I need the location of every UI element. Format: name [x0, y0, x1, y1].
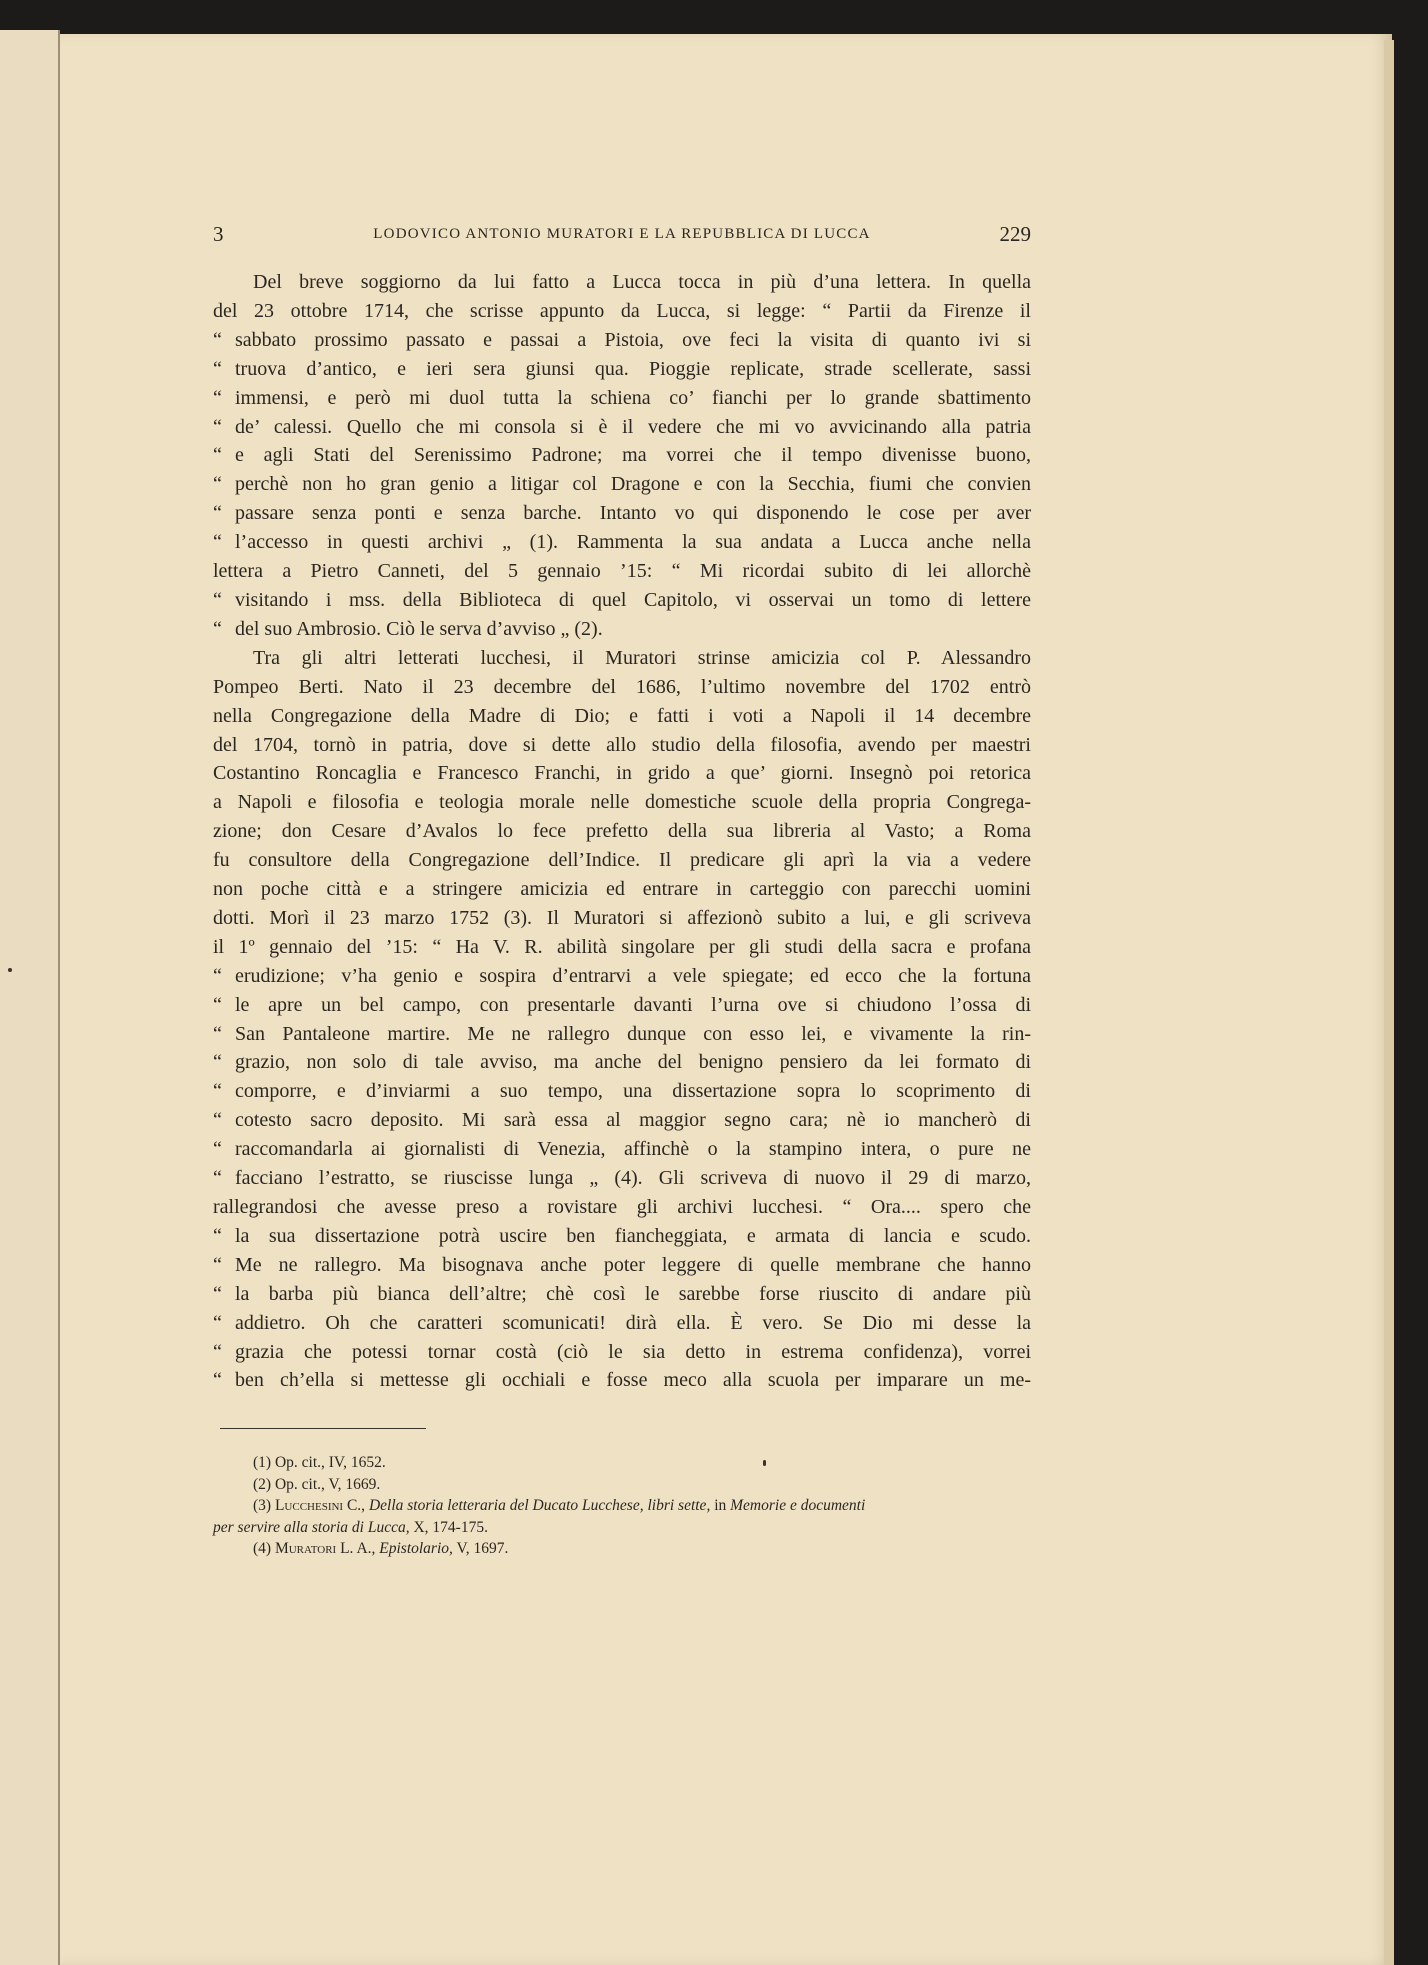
- text-line-content: nella Congregazione della Madre di Dio; e fatti i voti a Napoli il 14 decembre: [213, 704, 1031, 727]
- footnote-4-ref: V, 1697.: [456, 1540, 509, 1557]
- text-line: [213, 731, 1031, 760]
- text-line: [213, 817, 1031, 846]
- left-page-edge: [0, 30, 60, 1965]
- text-line-content: facciano l’estratto, se riuscisse lunga „ (4). Gli scriveva di nuovo il 29 di marzo,: [235, 1167, 1031, 1190]
- text-line-content: grazio, non solo di tale avviso, ma anche del benigno pensiero da lei formato di: [235, 1051, 1031, 1074]
- text-line-content: addietro. Oh che caratteri scomunicati! dirà ella. È vero. Se Dio mi desse la: [235, 1311, 1031, 1334]
- text-line-content: passare senza ponti e senza barche. Intanto vo qui disponendo le cose per aver: [235, 502, 1031, 525]
- quote-mark: “: [213, 328, 222, 351]
- text-line-content: comporre, e d’inviarmi a suo tempo, una dissertazione sopra lo scoprimento di: [235, 1080, 1031, 1103]
- running-header: [213, 222, 1031, 252]
- quote-mark: “: [213, 1340, 222, 1363]
- quote-mark: “: [213, 386, 222, 409]
- running-title: LODOVICO ANTONIO MURATORI E LA REPUBBLICA DI LUCCA: [373, 226, 871, 242]
- text-line: [213, 644, 1031, 673]
- text-line: [213, 846, 1031, 875]
- footnote-4-author: Muratori L. A.,: [274, 1540, 376, 1557]
- ink-speck: [763, 1460, 766, 1466]
- quote-mark: “: [213, 1022, 222, 1045]
- text-line: [213, 962, 1031, 991]
- text-line: [213, 1077, 1031, 1106]
- text-line: [213, 875, 1031, 904]
- text-line: [213, 1251, 1031, 1280]
- text-line-content: Tra gli altri letterati lucchesi, il Muratori strinse amicizia col P. Alessandro: [253, 646, 1031, 669]
- quote-mark: “: [213, 357, 222, 380]
- footnote-rule: [220, 1428, 426, 1429]
- text-line-content: Me ne rallegro. Ma bisognava anche poter leggere di quelle membrane che hanno: [235, 1253, 1031, 1276]
- quote-mark: “: [213, 531, 222, 554]
- quote-mark: “: [213, 473, 222, 496]
- text-line: [213, 904, 1031, 933]
- text-line: [213, 759, 1031, 788]
- text-line-content: cotesto sacro deposito. Mi sarà essa al maggior segno cara; nè io mancherò di: [235, 1109, 1031, 1132]
- footnote-3-series-cont: per servire alla storia di Lucca,: [213, 1518, 410, 1536]
- text-line-content: ben ch’ella si mettesse gli occhiali e fosse meco alla scuola per imparare un me-: [235, 1369, 1031, 1392]
- footnote-4-title: Epistolario,: [379, 1540, 453, 1557]
- text-line-content: grazia che potessi tornar costà (ciò le sia detto in estrema confidenza), vorrei: [235, 1340, 1031, 1363]
- quote-mark: “: [213, 502, 222, 525]
- text-line: [213, 297, 1031, 326]
- footnote-3-number: (3): [253, 1497, 272, 1514]
- text-line-content: truova d’antico, e ieri sera giunsi qua. Pioggie replicate, strade scellerate, sassi: [235, 357, 1031, 380]
- text-line: [213, 384, 1031, 413]
- text-line-content: visitando i mss. della Biblioteca di quel Capitolo, vi osservai un tomo di lettere: [235, 588, 1031, 611]
- text-line-content: San Pantaleone martire. Me ne rallegro dunque con esso lei, e vivamente la rin-: [235, 1022, 1031, 1045]
- quote-mark: “: [213, 617, 222, 640]
- text-line: [213, 1106, 1031, 1135]
- text-line-content: Del breve soggiorno da lui fatto a Lucca tocca in più d’una lettera. In quella: [253, 271, 1031, 293]
- footnote-4-number: (4): [253, 1540, 272, 1557]
- footnote-3-ref: X, 174-175.: [413, 1518, 488, 1536]
- text-line: [213, 1309, 1031, 1338]
- text-line: [213, 413, 1031, 442]
- quote-mark: “: [213, 1253, 222, 1276]
- text-line-content: Pompeo Berti. Nato il 23 decembre del 1686, l’ultimo novembre del 1702 entrò: [213, 675, 1031, 698]
- footnote-3: [213, 1495, 1051, 1517]
- text-line: [213, 470, 1031, 499]
- quote-mark: “: [213, 1051, 222, 1074]
- text-line-content: erudizione; v’ha genio e sospira d’entrarvi a vele spiegate; ed ecco che la fortuna: [235, 964, 1031, 987]
- text-line: [213, 441, 1031, 470]
- footnotes: [213, 1452, 1051, 1560]
- quote-mark: “: [213, 588, 222, 611]
- quote-mark: “: [213, 1080, 222, 1103]
- text-line-content: fu consultore della Congregazione dell’Indice. Il predicare gli aprì la via a vedere: [213, 849, 1031, 872]
- text-line-content: dotti. Morì il 23 marzo 1752 (3). Il Muratori si affezionò subito a lui, e gli scriveva: [213, 906, 1031, 929]
- text-line: [213, 1193, 1031, 1222]
- text-line: [213, 268, 1031, 297]
- text-line: [213, 326, 1031, 355]
- text-line: [213, 528, 1031, 557]
- text-line: [213, 1048, 1031, 1077]
- text-line: [213, 788, 1031, 817]
- text-line: [213, 615, 1031, 644]
- text-line: [213, 991, 1031, 1020]
- text-line-content: immensi, e però mi duol tutta la schiena co’ fianchi per lo grande sbattimento: [235, 386, 1031, 409]
- section-number: 3: [213, 222, 224, 246]
- text-line-content: e agli Stati del Serenissimo Padrone; ma vorrei che il tempo divenisse buono,: [235, 444, 1031, 467]
- footnote-3-series: Memorie e documenti: [730, 1497, 866, 1514]
- text-line-content: la barba più bianca dell’altre; chè così le sarebbe forse riuscito di andare più: [235, 1282, 1031, 1305]
- text-line: [213, 499, 1031, 528]
- page-fore-edge: [1384, 40, 1394, 1965]
- text-line: [213, 586, 1031, 615]
- text-line: [213, 1280, 1031, 1309]
- quote-mark: “: [213, 1109, 222, 1132]
- text-line-content: del suo Ambrosio. Ciò le serva d’avviso „ (2).: [235, 617, 603, 640]
- quote-mark: “: [213, 444, 222, 467]
- footnote-1: (1) Op. cit., IV, 1652.: [253, 1454, 386, 1471]
- text-line: [213, 557, 1031, 586]
- footnote-3-title: Della storia letteraria del Ducato Lucchese, libri sette,: [368, 1497, 711, 1514]
- text-line-content: l’accesso in questi archivi „ (1). Rammenta la sua andata a Lucca anche nella: [235, 531, 1031, 554]
- text-line-content: la sua dissertazione potrà uscire ben fiancheggiata, e armata di lancia e scudo.: [235, 1224, 1031, 1247]
- quote-mark: “: [213, 1311, 222, 1334]
- text-line-content: zione; don Cesare d’Avalos lo fece prefetto della sua libreria al Vasto; a Roma: [213, 820, 1031, 843]
- quote-mark: “: [213, 1167, 222, 1190]
- quote-mark: “: [213, 1369, 222, 1392]
- footnote-2: (2) Op. cit., V, 1669.: [253, 1475, 381, 1493]
- footnote-4: [213, 1538, 1051, 1560]
- quote-mark: “: [213, 1138, 222, 1161]
- text-line: [213, 673, 1031, 702]
- quote-mark: “: [213, 415, 222, 438]
- text-line: [213, 1020, 1031, 1049]
- text-line-content: raccomandarla ai giornalisti di Venezia, affinchè o la stampino intera, o pure ne: [235, 1138, 1031, 1161]
- quote-mark: “: [213, 993, 222, 1016]
- text-line-content: le apre un bel campo, con presentarle davanti l’urna ove si chiudono l’ossa di: [235, 993, 1031, 1016]
- text-line: [213, 702, 1031, 731]
- footnote-3-continuation: [213, 1517, 1051, 1539]
- text-line: [213, 1366, 1031, 1395]
- text-line-content: il 1º gennaio del ’15: “ Ha V. R. abilità singolare per gli studi della sacra e profana: [213, 935, 1031, 958]
- text-line-content: perchè non ho gran genio a litigar col Dragone e con la Secchia, fiumi che convien: [235, 473, 1031, 496]
- text-line: [213, 1164, 1031, 1193]
- text-line: [213, 1338, 1031, 1367]
- text-line-content: non poche città e a stringere amicizia ed entrare in carteggio con parecchi uomini: [213, 878, 1031, 901]
- text-line: [213, 355, 1031, 384]
- ink-speck: [8, 968, 12, 972]
- text-line-content: rallegrandosi che avesse preso a rovistare gli archivi lucchesi. “ Ora.... spero che: [213, 1196, 1031, 1218]
- page-number: 229: [999, 222, 1031, 246]
- text-line-content: Costantino Roncaglia e Francesco Franchi, in grido a que’ giorni. Insegnò poi retorica: [213, 762, 1031, 785]
- quote-mark: “: [213, 964, 222, 987]
- text-line-content: sabbato prossimo passato e passai a Pistoia, ove feci la visita di quanto ivi si: [235, 328, 1031, 351]
- footnote-3-in: in: [714, 1497, 727, 1514]
- text-line-content: del 1704, tornò in patria, dove si dette allo studio della filosofia, avendo per maestri: [213, 733, 1031, 756]
- quote-mark: “: [213, 1224, 222, 1247]
- text-line: [213, 1135, 1031, 1164]
- text-line-content: lettera a Pietro Canneti, del 5 gennaio ’15: “ Mi ricordai subito di lei allorchè: [213, 560, 1031, 583]
- text-line: [213, 933, 1031, 962]
- quote-mark: “: [213, 1282, 222, 1305]
- text-line: [213, 1222, 1031, 1251]
- footnote-3-author: Lucchesini C.,: [274, 1497, 366, 1514]
- text-line-content: a Napoli e filosofia e teologia morale nelle domestiche scuole della propria Congrega-: [213, 791, 1031, 814]
- text-line-content: del 23 ottobre 1714, che scrisse appunto da Lucca, si legge: “ Partii da Firenze il: [213, 299, 1031, 322]
- text-line-content: de’ calessi. Quello che mi consola si è il vedere che mi vo avvicinando alla patria: [235, 415, 1031, 438]
- body-text: [213, 268, 1031, 1395]
